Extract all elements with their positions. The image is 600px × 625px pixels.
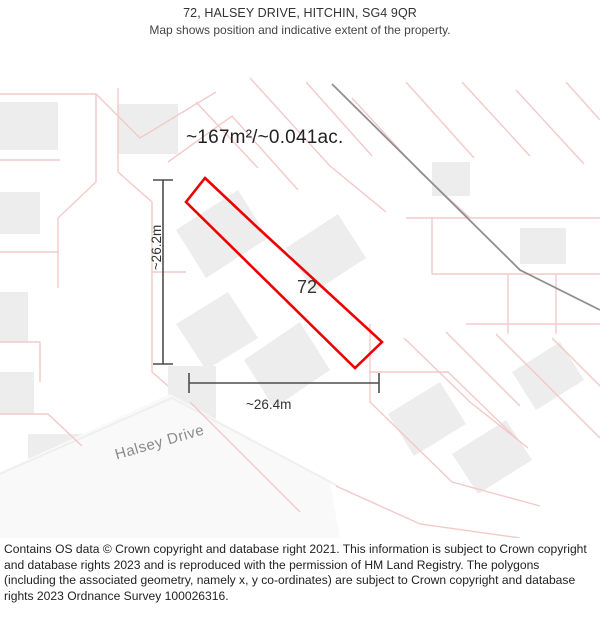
page-title: 72, HALSEY DRIVE, HITCHIN, SG4 9QR xyxy=(183,6,417,20)
map-canvas[interactable] xyxy=(0,42,600,538)
page-subtitle: Map shows position and indicative extent of the property. xyxy=(149,23,451,37)
area-label: ~167m²/~0.041ac. xyxy=(186,127,344,148)
map-header xyxy=(0,0,600,42)
horizontal-dimension-label: ~26.4m xyxy=(246,397,292,412)
street-name-label: Halsey Drive xyxy=(113,421,207,464)
vertical-dimension-label: ~26.2m xyxy=(149,224,165,271)
copyright-footer xyxy=(0,538,600,625)
plot-number-label: 72 xyxy=(297,277,318,297)
copyright-text: Contains OS data © Crown copyright and database right 2021. This information is subject to Crown copyright and database rights 2023 and is reproduced with the permission of HM Land Registry. The polygons (including the associated geometry, namely x, y co-ordinates) are subject to Crown copyright and database rights 2023 Ordnance Survey 100026316. xyxy=(4,542,587,603)
